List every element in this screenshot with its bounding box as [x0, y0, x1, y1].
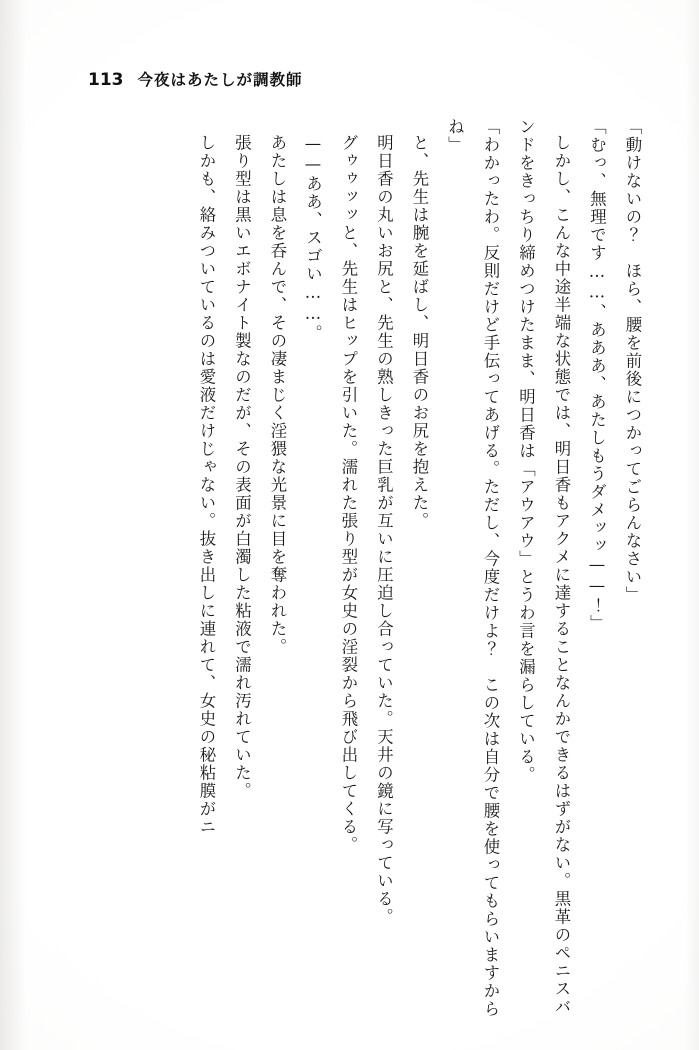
running-title: 今夜はあたしが調教師 — [137, 71, 303, 89]
paragraph: グゥゥッッと、先生はヒップを引いた。濡れた張り型が女史の淫裂から飛び出してくる。 — [339, 134, 358, 855]
page-number: 113 — [88, 70, 124, 90]
paragraph: しかも、絡みついているのは愛液だけじゃない。抜き出しに連れて、女史の秘粘膜がニ — [197, 134, 216, 837]
paragraph: 明日香の丸いお尻と、先生の熟しきった巨乳が互いに圧迫し合っていた。天井の鏡に写っている。 — [374, 134, 394, 927]
running-head — [88, 68, 303, 90]
paragraph: ——ああ、スゴい……。 — [303, 134, 323, 343]
paragraph: あたしは息を呑んで、その凄まじく淫猥な光景に目を奪われた。 — [268, 134, 287, 657]
paragraph: 「むっ、無理です……、あああ、あたしもうダメッッ——！」 — [587, 118, 607, 633]
paragraph: 張り型は黒いエボナイト製なのだが、その表面が白濁した粘液で濡れ汚れていた。 — [232, 134, 252, 801]
paragraph: 「動けないの？ ほら、腰を前後につかってごらんなさい」 — [623, 118, 642, 604]
paragraph: しかし、こんな中途半端な状態では、明日香もアクメに達することなんかできるはずがない。黒革のペニスバンドをきっちり締めつけたまま、明日香は「アウアウ」とうわ言を漏らしている。 — [516, 118, 571, 1017]
paragraph: 「わかったわ。反則だけど手伝ってあげる。ただし、今度だけよ？ この次は自分で腰を使ってもらいますからね」 — [445, 118, 500, 1018]
paragraph: と、先生は腕を延ばし、明日香のお尻を抱えた。 — [410, 134, 429, 531]
body-text — [58, 118, 650, 1018]
